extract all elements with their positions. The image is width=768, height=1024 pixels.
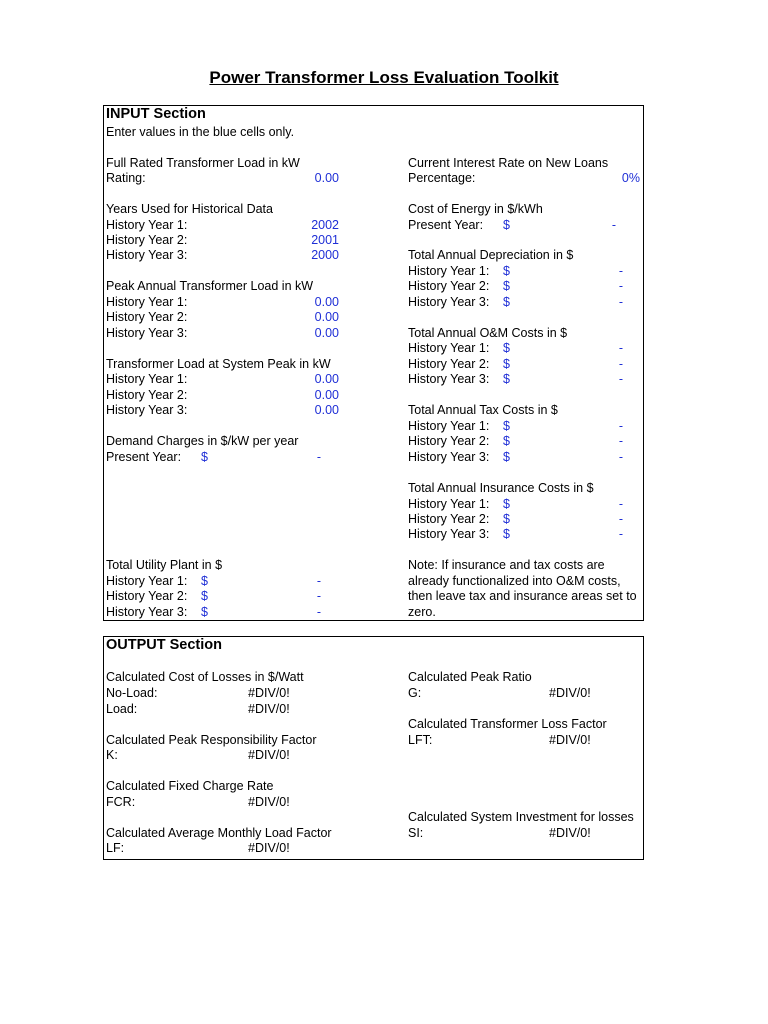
rated-load-heading: Full Rated Transformer Load in kW (106, 156, 300, 170)
om-input-2[interactable]: - (618, 357, 623, 371)
fcr-heading: Calculated Fixed Charge Rate (106, 779, 274, 793)
page-title: Power Transformer Loss Evaluation Toolkit (209, 68, 559, 87)
om-label-1: History Year 1: (408, 341, 490, 355)
tax-currency-2: $ (503, 434, 510, 448)
losses-load-label: Load: (106, 702, 138, 716)
si-heading: Calculated System Investment for losses (408, 810, 634, 824)
rated-load-label: Rating: (106, 171, 146, 185)
years-label-3: History Year 3: (106, 248, 188, 262)
peak-load-label-3: History Year 3: (106, 326, 188, 340)
energy-heading: Cost of Energy in $/kWh (408, 202, 543, 216)
losses-load-value: #DIV/0! (248, 702, 290, 716)
depreciation-label-2: History Year 2: (408, 279, 490, 293)
note-line-2: already functionalized into O&M costs, (408, 574, 621, 588)
plant-currency-3: $ (201, 605, 208, 619)
interest-input[interactable]: 0% (621, 171, 640, 185)
lft-value: #DIV/0! (549, 733, 591, 747)
si-label: SI: (408, 826, 424, 840)
years-label-2: History Year 2: (106, 233, 188, 247)
lft-label: LFT: (408, 733, 433, 747)
plant-currency-1: $ (201, 574, 208, 588)
tax-currency-1: $ (503, 419, 510, 433)
plant-heading: Total Utility Plant in $ (106, 558, 223, 572)
k-label: K: (106, 748, 118, 762)
lf-heading: Calculated Average Monthly Load Factor (106, 826, 332, 840)
output-section-heading: OUTPUT Section (106, 637, 223, 653)
tax-heading: Total Annual Tax Costs in $ (408, 403, 558, 417)
fcr-label: FCR: (106, 795, 136, 809)
system-peak-label-2: History Year 2: (106, 388, 188, 402)
note-line-3: then leave tax and insurance areas set to (408, 589, 637, 603)
si-value: #DIV/0! (549, 826, 591, 840)
losses-noload-value: #DIV/0! (248, 686, 290, 700)
lf-label: LF: (106, 841, 125, 855)
om-input-3[interactable]: - (618, 372, 623, 386)
depreciation-label-1: History Year 1: (408, 264, 490, 278)
interest-heading: Current Interest Rate on New Loans (408, 156, 609, 170)
peak-load-input-1[interactable]: 0.00 (314, 295, 339, 309)
insurance-label-2: History Year 2: (408, 512, 490, 526)
note-line-1: Note: If insurance and tax costs are (408, 558, 605, 572)
years-input-2[interactable]: 2001 (311, 233, 339, 247)
lf-value: #DIV/0! (248, 841, 290, 855)
system-peak-input-3[interactable]: 0.00 (314, 403, 339, 417)
tax-label-3: History Year 3: (408, 450, 490, 464)
depreciation-currency-3: $ (503, 295, 510, 309)
om-label-2: History Year 2: (408, 357, 490, 371)
om-currency-2: $ (503, 357, 510, 371)
g-value: #DIV/0! (549, 686, 591, 700)
input-instruction: Enter values in the blue cells only. (106, 125, 295, 139)
tax-label-2: History Year 2: (408, 434, 490, 448)
system-peak-input-1[interactable]: 0.00 (314, 372, 339, 386)
depreciation-input-2[interactable]: - (618, 279, 623, 293)
depreciation-input-3[interactable]: - (618, 295, 623, 309)
g-label: G: (408, 686, 422, 700)
plant-input-1[interactable]: - (316, 574, 321, 588)
energy-label: Present Year: (408, 218, 484, 232)
peak-load-label-1: History Year 1: (106, 295, 188, 309)
om-label-3: History Year 3: (408, 372, 490, 386)
peak-load-label-2: History Year 2: (106, 310, 188, 324)
insurance-currency-3: $ (503, 527, 510, 541)
insurance-label-1: History Year 1: (408, 497, 490, 511)
plant-currency-2: $ (201, 589, 208, 603)
om-input-1[interactable]: - (618, 341, 623, 355)
input-section-heading: INPUT Section (106, 106, 206, 122)
k-value: #DIV/0! (248, 748, 290, 762)
insurance-input-1[interactable]: - (618, 497, 623, 511)
om-heading: Total Annual O&M Costs in $ (408, 326, 568, 340)
plant-label-3: History Year 3: (106, 605, 188, 619)
note-line-4: zero. (408, 605, 436, 619)
insurance-label-3: History Year 3: (408, 527, 490, 541)
system-peak-input-2[interactable]: 0.00 (314, 388, 339, 402)
peak-load-input-2[interactable]: 0.00 (314, 310, 339, 324)
depreciation-input-1[interactable]: - (618, 264, 623, 278)
years-label-1: History Year 1: (106, 218, 188, 232)
insurance-input-3[interactable]: - (618, 527, 623, 541)
peak-load-heading: Peak Annual Transformer Load in kW (106, 279, 314, 293)
energy-input[interactable]: - (611, 218, 616, 232)
demand-input[interactable]: - (316, 450, 321, 464)
system-peak-label-1: History Year 1: (106, 372, 188, 386)
losses-noload-label: No-Load: (106, 686, 158, 700)
years-heading: Years Used for Historical Data (106, 202, 273, 216)
insurance-currency-2: $ (503, 512, 510, 526)
system-peak-label-3: History Year 3: (106, 403, 188, 417)
depreciation-heading: Total Annual Depreciation in $ (408, 248, 574, 262)
peak-load-input-3[interactable]: 0.00 (314, 326, 339, 340)
demand-currency: $ (201, 450, 208, 464)
tax-input-3[interactable]: - (618, 450, 623, 464)
tax-currency-3: $ (503, 450, 510, 464)
tax-input-2[interactable]: - (618, 434, 623, 448)
losses-heading: Calculated Cost of Losses in $/Watt (106, 670, 304, 684)
system-peak-heading: Transformer Load at System Peak in kW (106, 357, 331, 371)
tax-label-1: History Year 1: (408, 419, 490, 433)
plant-label-2: History Year 2: (106, 589, 188, 603)
demand-heading: Demand Charges in $/kW per year (106, 434, 299, 448)
years-input-3[interactable]: 2000 (311, 248, 339, 262)
k-heading: Calculated Peak Responsibility Factor (106, 733, 317, 747)
insurance-heading: Total Annual Insurance Costs in $ (408, 481, 594, 495)
depreciation-currency-2: $ (503, 279, 510, 293)
plant-input-2[interactable]: - (316, 589, 321, 603)
insurance-currency-1: $ (503, 497, 510, 511)
depreciation-label-3: History Year 3: (408, 295, 490, 309)
demand-label: Present Year: (106, 450, 182, 464)
energy-currency: $ (503, 218, 510, 232)
lft-heading: Calculated Transformer Loss Factor (408, 717, 607, 731)
insurance-input-2[interactable]: - (618, 512, 623, 526)
g-heading: Calculated Peak Ratio (408, 670, 532, 684)
rated-load-input[interactable]: 0.00 (314, 171, 339, 185)
depreciation-currency-1: $ (503, 264, 510, 278)
om-currency-1: $ (503, 341, 510, 355)
plant-input-3[interactable]: - (316, 605, 321, 619)
fcr-value: #DIV/0! (248, 795, 290, 809)
interest-label: Percentage: (408, 171, 476, 185)
om-currency-3: $ (503, 372, 510, 386)
plant-label-1: History Year 1: (106, 574, 188, 588)
tax-input-1[interactable]: - (618, 419, 623, 433)
years-input-1[interactable]: 2002 (311, 218, 339, 232)
